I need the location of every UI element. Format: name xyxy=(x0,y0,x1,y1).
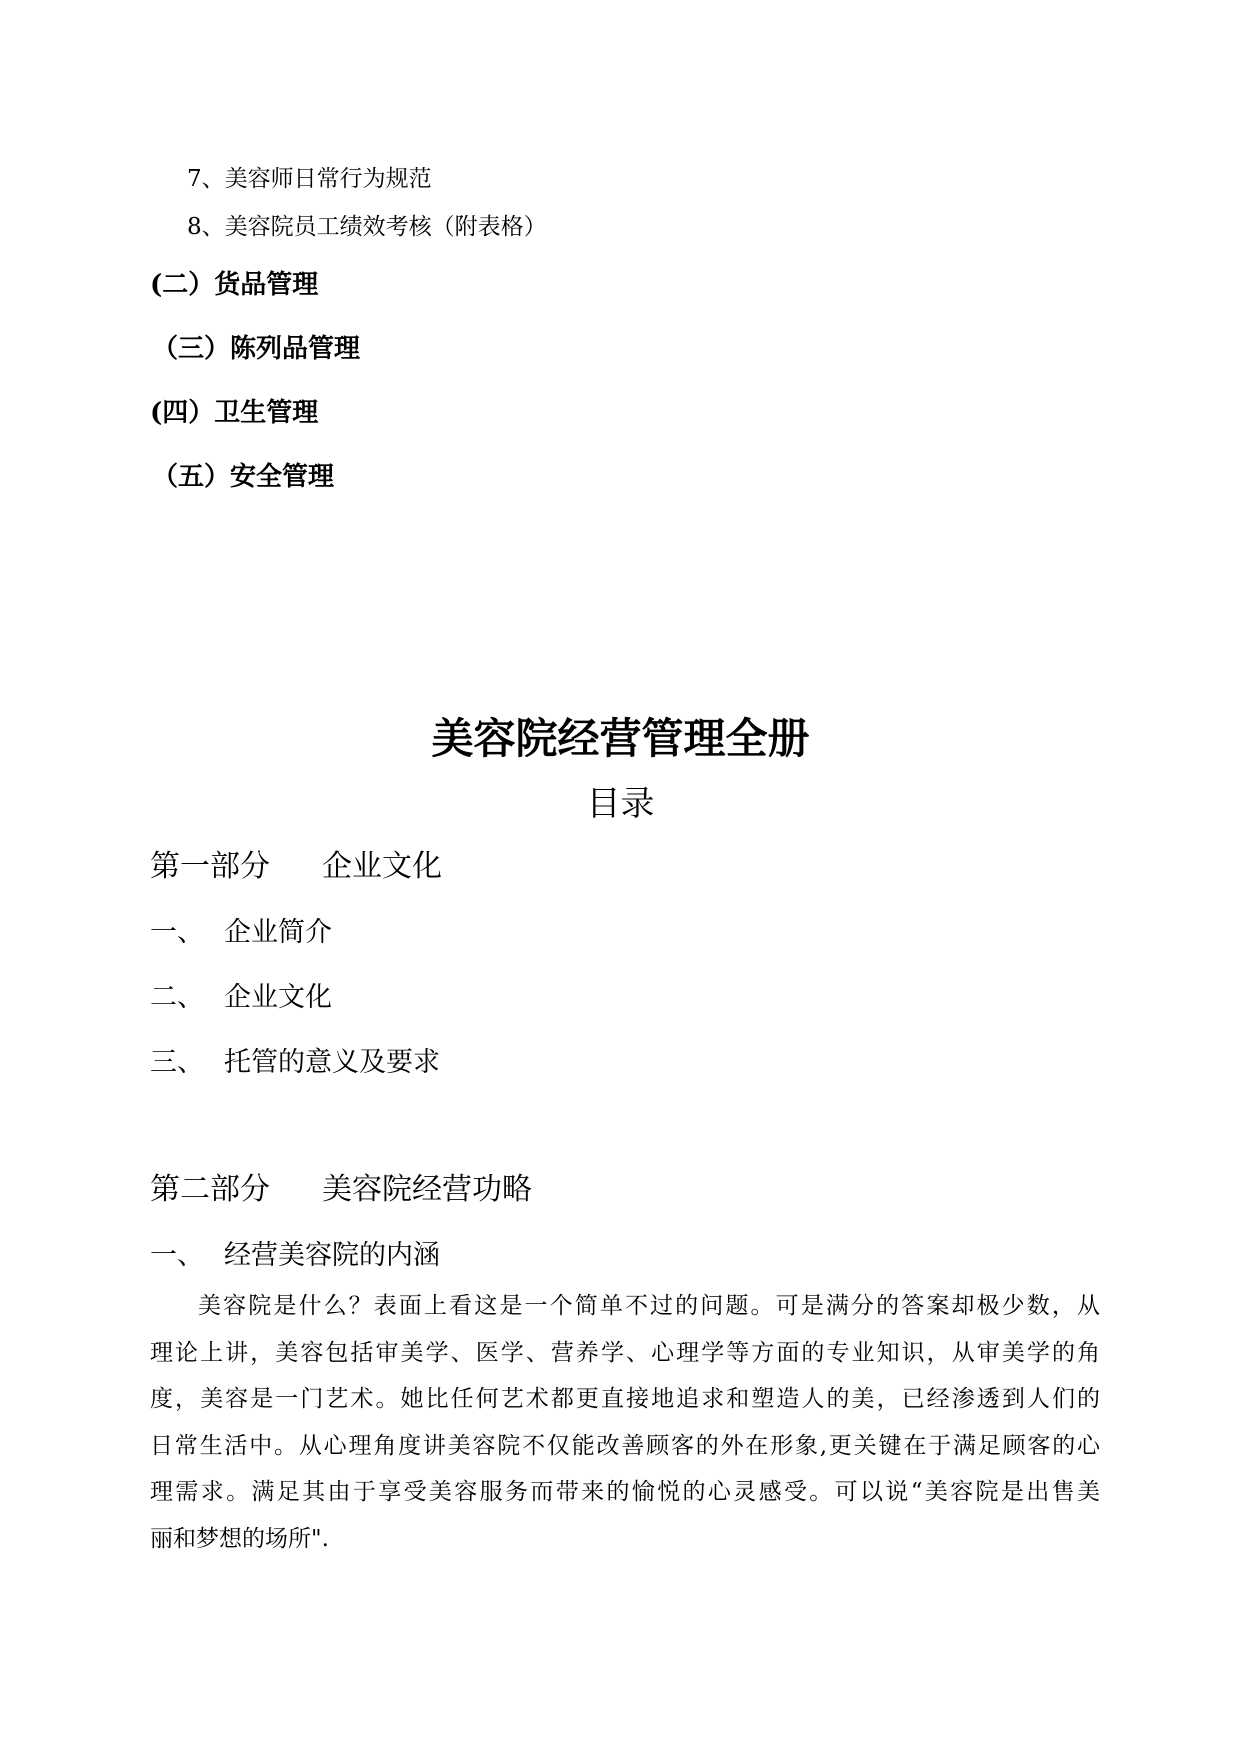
paragraph-line: 理需求。满足其由于享受美容服务而带来的愉悦的心灵感受。可以说“美容院是出售美 xyxy=(150,1479,1100,1505)
toc-item-number: 一、 xyxy=(150,1240,204,1271)
toc-item xyxy=(150,1040,440,1079)
toc-item xyxy=(150,975,332,1014)
part-one-label: 第一部分 xyxy=(150,849,270,884)
section-heading-hygiene: (四）卫生管理 xyxy=(150,398,319,428)
paragraph-line: 日常生活中。从心理角度讲美容院不仅能改善顾客的外在形象,更关键在于满足顾客的心 xyxy=(150,1432,1100,1459)
list-item-8: 8、美容院员工绩效考核（附表格） xyxy=(187,214,547,240)
paragraph-line: 理论上讲，美容包括审美学、医学、营养学、心理学等方面的专业知识，从审美学的角 xyxy=(150,1339,1100,1366)
paragraph-line: 美容院是什么？表面上看这是一个简单不过的问题。可是满分的答案却极少数，从 xyxy=(198,1293,1100,1319)
paragraph-line: 度，美容是一门艺术。她比任何艺术都更直接地追求和塑造人的美，已经渗透到人们的 xyxy=(150,1386,1100,1412)
toc-item-number: 一、 xyxy=(150,917,204,948)
toc-item-number: 三、 xyxy=(150,1047,204,1078)
section-heading-display: （三）陈列品管理 xyxy=(152,334,361,364)
part-two-heading xyxy=(150,1164,532,1208)
section-heading-goods: (二）货品管理 xyxy=(150,270,319,300)
toc-item-text: 经营美容院的内涵 xyxy=(224,1240,440,1271)
body-paragraph xyxy=(150,1283,1100,1562)
part-two-name: 美容院经营功略 xyxy=(322,1172,532,1207)
part-one-heading xyxy=(150,841,442,885)
part-two-label: 第二部分 xyxy=(150,1172,270,1207)
part-one-name: 企业文化 xyxy=(322,849,442,884)
toc-item-text: 企业文化 xyxy=(224,982,332,1013)
paragraph-line: 丽和梦想的场所". xyxy=(150,1525,329,1552)
toc-item xyxy=(150,910,332,949)
toc-item-number: 二、 xyxy=(150,982,204,1013)
list-item-7: 7、美容师日常行为规范 xyxy=(187,166,432,192)
toc-item-text: 企业简介 xyxy=(224,917,332,948)
document-title: 美容院经营管理全册 xyxy=(431,714,810,763)
toc-item xyxy=(150,1233,440,1272)
toc-item-text: 托管的意义及要求 xyxy=(224,1047,440,1078)
toc-title: 目录 xyxy=(586,784,655,824)
section-heading-safety: （五）安全管理 xyxy=(152,462,335,492)
